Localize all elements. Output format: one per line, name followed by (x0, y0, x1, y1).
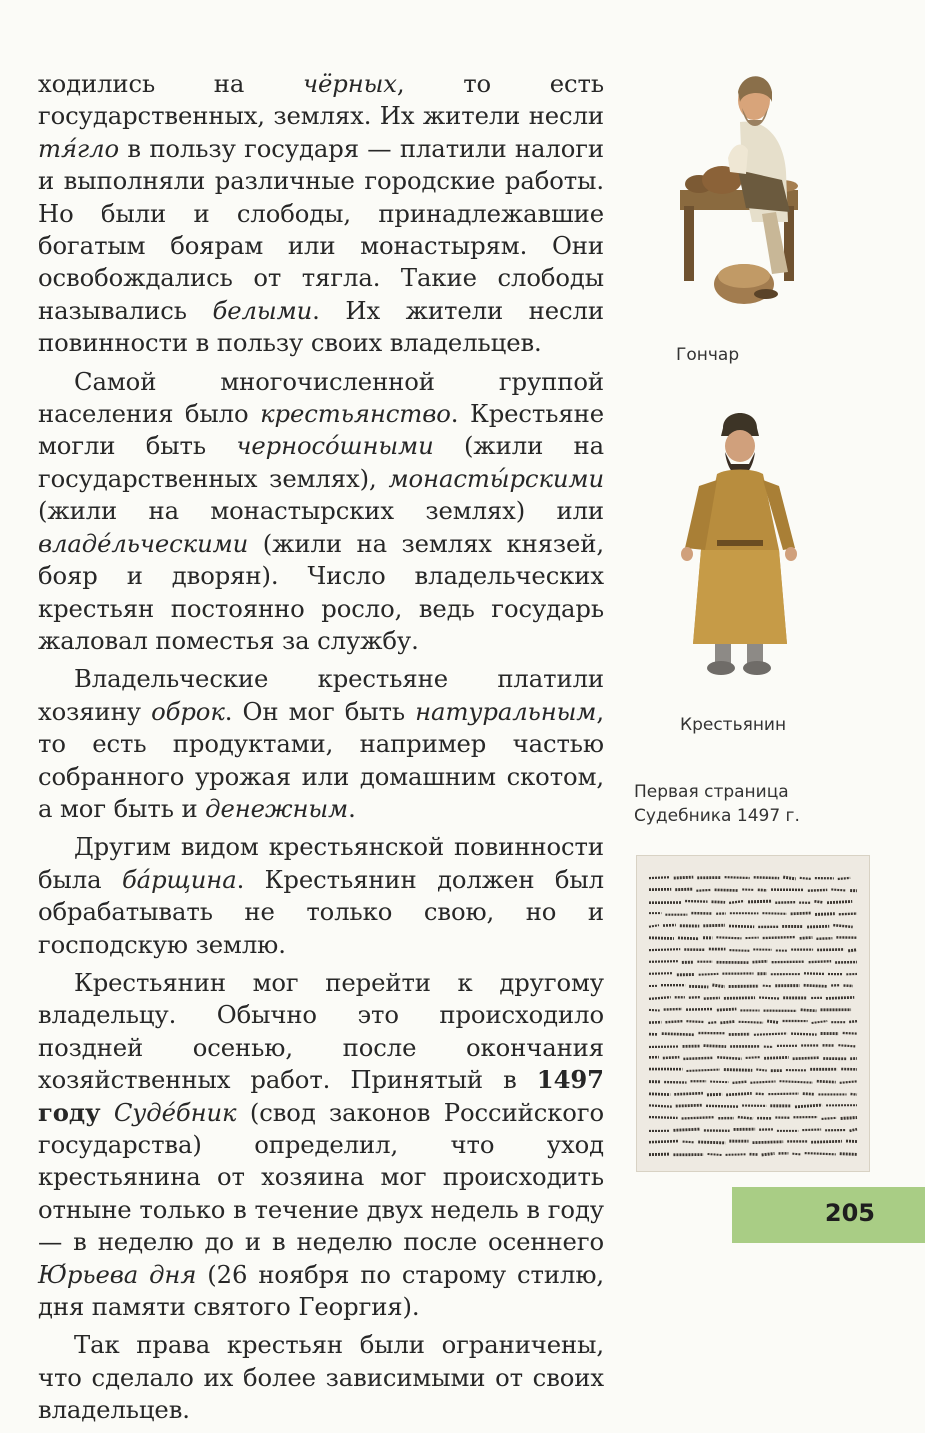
manuscript-script-line (726, 1154, 746, 1155)
manuscript-script-line (767, 1021, 778, 1022)
manuscript-script-line (725, 877, 750, 878)
manuscript-script-line (768, 1094, 798, 1095)
manuscript-script-line (689, 986, 708, 987)
page-number-bar (732, 1187, 925, 1243)
page-number: 205 (825, 1199, 875, 1227)
text-run: Владельческие крестьяне платили хозяину (38, 664, 604, 725)
manuscript-script-line (840, 1154, 857, 1155)
manuscript-script-line (827, 901, 852, 902)
manuscript-script-line (717, 1009, 737, 1010)
manuscript-script-line (663, 1057, 680, 1058)
manuscript-script-line (803, 1094, 815, 1095)
manuscript-script-line (795, 1105, 822, 1107)
manuscript-script-line (792, 1154, 800, 1155)
manuscript-script-line (704, 998, 720, 999)
italic-term: Ю́рьева дня (38, 1260, 196, 1289)
text-run: , то есть государственных, землях. Их жители несли (38, 69, 604, 130)
text-run: . Крестьяне могли быть (38, 399, 604, 460)
manuscript-script-line (748, 901, 771, 902)
manuscript-script-line (814, 901, 823, 902)
manuscript-script-line (726, 1093, 752, 1094)
manuscript-script-line (816, 938, 832, 939)
manuscript-script-line (649, 1141, 679, 1142)
manuscript-script-line (676, 1105, 702, 1106)
text-run: (свод законов Российского государства) определил, что уход крестьянина от хозяина мог происходить отныне только в течение двух недель в году — в неделю до и в неделю после осеннего (38, 1098, 604, 1257)
manuscript-script-line (783, 877, 796, 879)
italic-term: Суде́бник (114, 1098, 237, 1127)
manuscript-script-line (715, 890, 739, 891)
manuscript-script-line (817, 1081, 836, 1082)
italic-term: владе́льческими (38, 529, 248, 558)
manuscript-script-line (649, 949, 680, 950)
manuscript-script-line (848, 950, 857, 951)
text-run (100, 1098, 113, 1127)
manuscript-script-line (800, 937, 813, 938)
manuscript-script-line (724, 1070, 752, 1071)
text-run: (жили на землях князей, бояр и дворян). Число владельческих крестьян постоянно росло, ведь государь жаловал поместья за службу. (38, 529, 604, 655)
manuscript-script-line (849, 1021, 857, 1022)
manuscript-script-line (663, 925, 676, 926)
manuscript-script-line (759, 998, 779, 999)
italic-term: крестьянство (260, 399, 451, 428)
manuscript-script-line (750, 1081, 775, 1082)
manuscript-script-line (822, 1118, 837, 1119)
sudebnik-manuscript-image (636, 855, 870, 1172)
manuscript-script-line (716, 937, 741, 938)
manuscript-script-line (686, 1021, 704, 1022)
manuscript-script-line (729, 901, 744, 903)
text-run: . Крестьянин должен был обрабатывать не только свою, но и господскую землю. (38, 865, 604, 959)
manuscript-script-line (804, 985, 827, 986)
manuscript-script-line (779, 1081, 812, 1082)
manuscript-script-line (649, 973, 673, 974)
manuscript-script-line (649, 877, 670, 878)
manuscript-script-line (831, 889, 846, 890)
manuscript-script-line (812, 1021, 828, 1023)
manuscript-script-line (738, 1117, 753, 1118)
manuscript-script-line (815, 914, 835, 915)
potter-illustration (672, 62, 822, 327)
manuscript-script-line (801, 1010, 817, 1011)
text-paragraph (38, 1329, 604, 1426)
peasant-caption: Крестьянин (680, 713, 786, 737)
manuscript-script-line (850, 1094, 857, 1095)
manuscript-script-line (802, 1129, 821, 1130)
text-paragraph (38, 967, 604, 1323)
manuscript-script-line (729, 926, 754, 927)
manuscript-script-line (664, 1009, 682, 1010)
italic-term: тя́гло (38, 134, 119, 163)
manuscript-script-line (807, 926, 829, 927)
text-run: Другим видом крестьянской повинности была (38, 832, 604, 893)
manuscript-script-line (840, 1081, 857, 1083)
manuscript-script-line (720, 1021, 734, 1022)
italic-term: белыми (213, 296, 313, 325)
manuscript-script-line (710, 1082, 728, 1083)
manuscript-script-line (712, 902, 726, 903)
manuscript-script-line (791, 1034, 817, 1035)
manuscript-script-line (649, 925, 659, 927)
manuscript-script-line (683, 1142, 695, 1143)
charter-caption: Первая страница Судебника 1497 г. (634, 780, 854, 828)
manuscript-script-line (698, 1142, 725, 1143)
manuscript-script-line (758, 890, 767, 891)
text-run: в пользу государя — платили налоги и выполняли различные городские работы. Но были и слободы, принадлежавшие богатым боярам или монастырям. Они освобождались от тягла. Такие слободы назывались (38, 134, 604, 325)
manuscript-script-line (762, 913, 786, 914)
manuscript-script-line (729, 950, 749, 951)
manuscript-script-line (838, 1045, 855, 1046)
text-run: . Он мог быть (225, 697, 415, 726)
italic-term: черносо́шными (236, 431, 433, 460)
italic-term: натуральным (415, 697, 596, 726)
manuscript-script-line (674, 1093, 703, 1094)
manuscript-script-line (678, 938, 699, 939)
text-run: Крестьянин мог перейти к другому владельцу. Обычно это происходило поздней осенью, после окончания хозяйственных работ. Принятый в (38, 968, 604, 1094)
manuscript-script-line (724, 998, 755, 999)
manuscript-script-line (762, 1153, 775, 1154)
manuscript-script-line (746, 1057, 760, 1058)
manuscript-script-line (717, 1057, 741, 1059)
bold-term: 1497 году (38, 1065, 604, 1126)
manuscript-script-line (841, 1118, 857, 1119)
italic-term: денежным (205, 794, 348, 823)
manuscript-script-line (850, 1129, 857, 1131)
manuscript-script-line (764, 1057, 789, 1058)
manuscript-script-line (673, 1129, 699, 1130)
text-run: . (348, 794, 356, 823)
manuscript-script-line (775, 902, 795, 903)
manuscript-script-line (754, 877, 779, 878)
manuscript-script-line (649, 1010, 660, 1011)
main-text-column (38, 68, 604, 1433)
manuscript-script-line (649, 1117, 678, 1118)
manuscript-script-line (665, 1021, 682, 1022)
manuscript-script-line (706, 1106, 738, 1107)
manuscript-script-line (732, 1082, 746, 1083)
manuscript-script-line (739, 1022, 763, 1023)
text-paragraph (38, 831, 604, 961)
manuscript-script-line (756, 1069, 767, 1070)
manuscript-script-line (704, 1046, 727, 1047)
manuscript-script-line (708, 1022, 716, 1023)
manuscript-script-line (686, 1070, 719, 1071)
text-run: (26 ноября по старому стилю, дня памяти святого Георгия). (38, 1260, 604, 1321)
text-run: , то есть продуктами, например частью собранного урожая или домашним скотом, а мог быть и (38, 697, 604, 823)
manuscript-script-line (686, 1009, 713, 1010)
manuscript-script-line (703, 925, 725, 926)
manuscript-script-line (838, 878, 850, 879)
italic-term: чёрных (303, 69, 397, 98)
manuscript-script-line (791, 913, 811, 914)
manuscript-script-line (685, 901, 707, 902)
text-run: ходились на (38, 69, 303, 98)
manuscript-script-line (754, 1033, 787, 1034)
italic-term: оброк (151, 697, 225, 726)
potter-caption: Гончар (676, 343, 739, 367)
manuscript-script-line (649, 997, 671, 999)
text-paragraph (38, 366, 604, 658)
manuscript-script-line (843, 1033, 857, 1034)
manuscript-script-line (649, 1105, 672, 1106)
manuscript-script-line (763, 937, 796, 938)
italic-term: ба́рщина (122, 865, 237, 894)
manuscript-script-line (662, 1034, 695, 1035)
manuscript-script-line (699, 974, 719, 975)
manuscript-script-line (752, 961, 767, 962)
manuscript-script-line (826, 997, 854, 998)
manuscript-script-line (675, 889, 692, 890)
text-run: (жили на государственных землях), (38, 431, 604, 492)
text-run: . Их жители несли повинности в пользу своих владельцев. (38, 296, 604, 357)
manuscript-script-line (649, 1094, 670, 1095)
manuscript-script-line (753, 1142, 784, 1143)
manuscript-script-line (682, 1117, 715, 1118)
text-run: (жили на монастырских землях) или (38, 496, 604, 525)
text-run: Самой многочисленной группой населения было (38, 367, 604, 428)
manuscript-script-line (833, 925, 852, 927)
manuscript-script-line (808, 890, 827, 891)
manuscript-script-line (674, 877, 694, 878)
manuscript-script-line (696, 890, 710, 891)
peasant-illustration (675, 400, 805, 680)
manuscript-script-line (805, 1153, 836, 1154)
manuscript-script-line (809, 961, 831, 962)
manuscript-script-line (793, 1058, 820, 1059)
manuscript-script-line (708, 1154, 722, 1155)
manuscript-script-line (839, 914, 857, 915)
manuscript-script-line (817, 949, 844, 950)
manuscript-script-line (649, 961, 678, 962)
text-paragraph (38, 663, 604, 825)
manuscript-script-line (712, 985, 724, 987)
text-paragraph (38, 68, 604, 360)
manuscript-script-line (811, 1141, 842, 1142)
italic-term: монасты́рскими (388, 464, 604, 493)
manuscript-script-line (649, 938, 674, 939)
manuscript-script-line (804, 973, 824, 974)
text-run: Так права крестьян были ограничены, что сделало их более зависимыми от своих владельцев. (38, 1330, 604, 1424)
manuscript-script-line (772, 962, 805, 963)
manuscript-script-line (763, 986, 772, 987)
manuscript-script-line (800, 878, 811, 879)
manuscript-script-line (707, 1094, 722, 1095)
manuscript-script-line (683, 1058, 713, 1059)
